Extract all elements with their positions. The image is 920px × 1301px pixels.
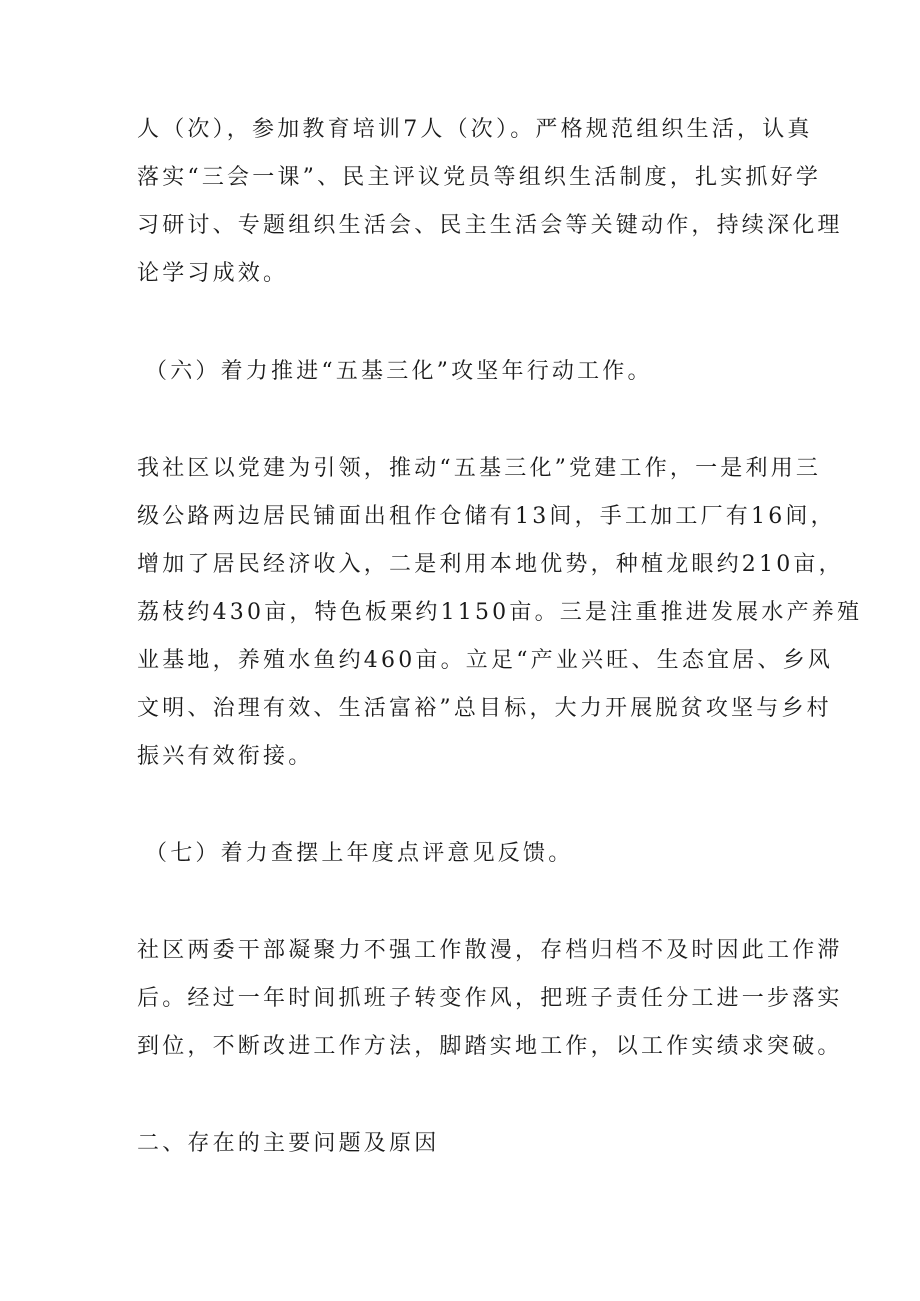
paragraph-3-line-2: 后。经过一年时间抓班子转变作风，把班子责任分工进一步落实: [137, 986, 843, 1011]
paragraph-1-line-2: 落实“三会一课”、民主评议党员等组织生活制度，扎实抓好学: [137, 165, 822, 190]
paragraph-1-line-4: 论学习成效。: [137, 261, 289, 286]
section-2-title: 二、存在的主要问题及原因: [137, 1131, 440, 1156]
paragraph-2-line-1: 我社区以党建为引领，推动“五基三化”党建工作，一是利用三: [137, 456, 822, 481]
paragraph-2-line-2: 级公路两边居民铺面出租作仓储有13间，手工加工厂有16间，: [137, 504, 836, 529]
paragraph-2-line-6: 文明、治理有效、生活富裕”总目标，大力开展脱贫攻坚与乡村: [137, 696, 832, 721]
paragraph-1-line-1: 人（次），参加教育培训7人（次）。严格规范组织生活，认真: [137, 117, 813, 142]
paragraph-1-line-3: 习研讨、专题组织生活会、民主生活会等关键动作，持续深化理: [137, 213, 843, 238]
paragraph-3-line-3: 到位，不断改进工作方法，脚踏实地工作，以工作实绩求突破。: [137, 1034, 843, 1059]
paragraph-3-line-1: 社区两委干部凝聚力不强工作散漫，存档归档不及时因此工作滞: [137, 938, 843, 963]
paragraph-2-line-3: 增加了居民经济收入，二是利用本地优势，种植龙眼约210亩，: [137, 552, 844, 577]
paragraph-2-line-5: 业基地，养殖水鱼约460亩。立足“产业兴旺、生态宜居、乡风: [137, 648, 834, 673]
paragraph-2-line-7: 振兴有效衔接。: [137, 744, 314, 769]
paragraph-2-line-4: 荔枝约430亩，特色板栗约1150亩。三是注重推进发展水产养殖: [137, 600, 863, 625]
section-heading-7: （七）着力查摆上年度点评意见反馈。: [145, 841, 574, 866]
section-heading-6: （六）着力推进“五基三化”攻坚年行动工作。: [145, 359, 653, 384]
